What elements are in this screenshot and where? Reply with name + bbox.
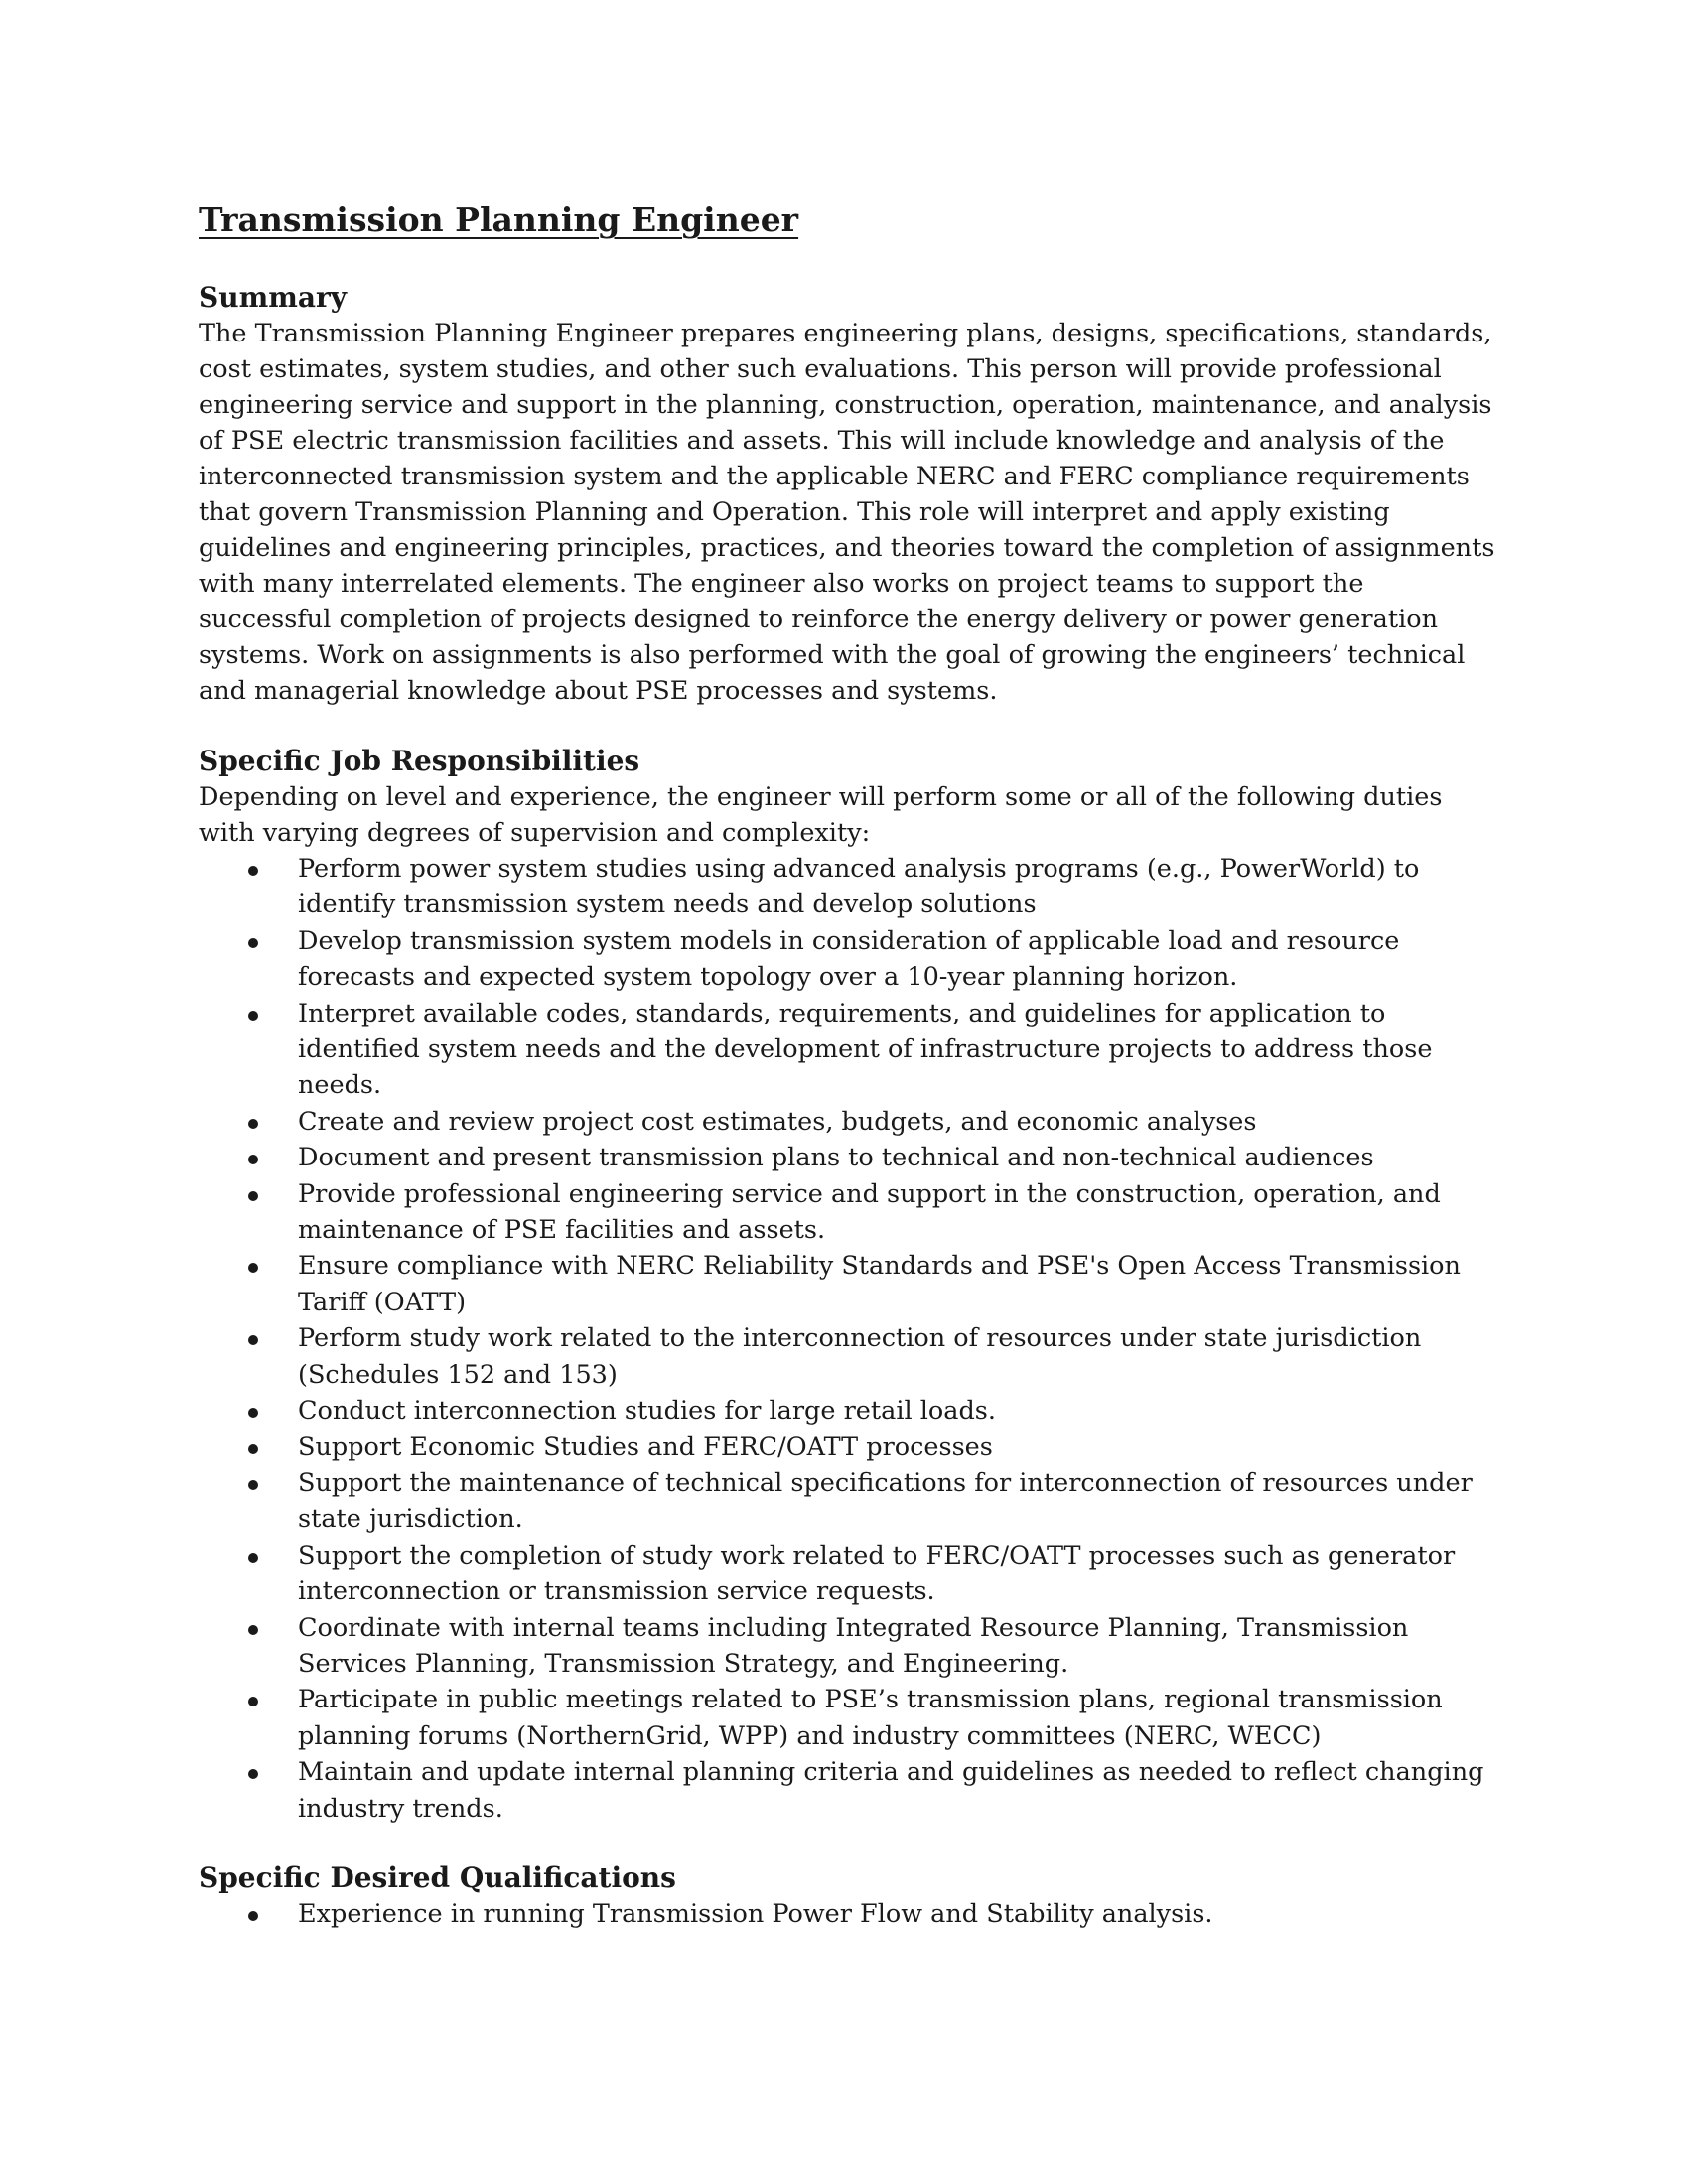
list-item: [199, 1896, 1499, 1932]
document-page: [199, 199, 1499, 1932]
list-item-text: Develop transmission system models in consideration of applicable load and resource forecasts and expected system topology over a 10-year planning horizon.: [298, 925, 1400, 993]
bullet-icon: [248, 1553, 258, 1563]
list-item: [199, 1610, 1499, 1683]
list-item: [199, 1682, 1499, 1754]
bullet-icon: [248, 1480, 258, 1490]
list-item-text: Create and review project cost estimates, budgets, and economic analyses: [298, 1106, 1257, 1137]
list-item: [199, 1320, 1499, 1393]
list-item: [199, 1393, 1499, 1429]
qualifications-heading: Specific Desired Qualifications: [199, 1860, 676, 1894]
list-item-text: Coordinate with internal teams including Integrated Resource Planning, Transmission Services Planning, Transmission Strategy, and Engineering.: [298, 1612, 1409, 1679]
list-item: [199, 1465, 1499, 1538]
list-item: [199, 1248, 1499, 1320]
list-item-text: Document and present transmission plans to technical and non-technical audiences: [298, 1143, 1374, 1173]
summary-heading: Summary: [199, 281, 347, 314]
list-item-text: Support the maintenance of technical specifications for interconnection of resources under state jurisdiction.: [298, 1467, 1473, 1535]
bullet-icon: [248, 1191, 258, 1201]
bullet-icon: [248, 1444, 258, 1454]
bullet-icon: [248, 1697, 258, 1706]
bullet-icon: [248, 1911, 258, 1921]
list-item-text: Maintain and update internal planning criteria and guidelines as needed to reflect changing industry trends.: [298, 1757, 1484, 1824]
list-item-text: Participate in public meetings related to PSE’s transmission plans, regional transmission planning forums (NorthernGrid, WPP) and industry committees (NERC, WECC): [298, 1685, 1443, 1751]
list-item: [199, 1104, 1499, 1140]
list-item: [199, 1176, 1499, 1249]
bullet-icon: [248, 1119, 258, 1129]
bullet-icon: [248, 1625, 258, 1635]
summary-paragraph: The Transmission Planning Engineer prepares engineering plans, designs, specifications, standards, cost estimates, system studies, and other such evaluations. This person will provide professional engineering service and support in the planning, construction, operation, maintenance, and analysis of PSE electric transmission facilities and assets. This will include knowledge and analysis of the interconnected transmission system and the applicable NERC and FERC compliance requirements that govern Transmission Planning and Operation. This role will interpret and apply existing guidelines and engineering principles, practices, and theories toward the completion of assignments with many interrelated elements. The engineer also works on project teams to support the successful completion of projects designed to reinforce the energy delivery or power generation systems. Work on assignments is also performed with the goal of growing the engineers’ technical and managerial knowledge about PSE processes and systems.: [199, 319, 1495, 706]
bullet-icon: [248, 1335, 258, 1345]
responsibilities-list: [199, 851, 1499, 1827]
responsibilities-heading: Specific Job Responsibilities: [199, 745, 640, 777]
bullet-icon: [248, 1155, 258, 1164]
list-item: [199, 1538, 1499, 1610]
list-item-text: Perform power system studies using advanced analysis programs (e.g., PowerWorld) to identify transmission system needs and develop solutions: [298, 854, 1420, 920]
list-item: [199, 1430, 1499, 1465]
list-item-text: Perform study work related to the interconnection of resources under state jurisdiction (Schedules 152 and 153): [298, 1323, 1422, 1390]
list-item-text: Experience in running Transmission Power Flow and Stability analysis.: [298, 1898, 1213, 1929]
list-item-text: Provide professional engineering service and support in the construction, operation, and maintenance of PSE facilities and assets.: [298, 1178, 1441, 1246]
bullet-icon: [248, 1769, 258, 1779]
bullet-icon: [248, 1011, 258, 1021]
list-item-text: Support Economic Studies and FERC/OATT processes: [298, 1432, 993, 1462]
document-title: Transmission Planning Engineer: [199, 201, 799, 239]
list-item: [199, 996, 1499, 1104]
list-item: [199, 923, 1499, 996]
responsibilities-intro: Depending on level and experience, the engineer will perform some or all of the following duties with varying degrees of supervision and complexity:: [199, 782, 1443, 848]
list-item-text: Ensure compliance with NERC Reliability Standards and PSE's Open Access Transmission Tariff (OATT): [298, 1251, 1461, 1317]
list-item-text: Conduct interconnection studies for large retail loads.: [298, 1396, 996, 1427]
bullet-icon: [248, 1263, 258, 1273]
bullet-icon: [248, 938, 258, 948]
list-item: [199, 1140, 1499, 1175]
bullet-icon: [248, 866, 258, 876]
list-item: [199, 851, 1499, 923]
list-item-text: Support the completion of study work related to FERC/OATT processes such as generator interconnection or transmission service requests.: [298, 1540, 1456, 1607]
qualifications-list: [199, 1896, 1499, 1932]
list-item-text: Interpret available codes, standards, requirements, and guidelines for application to identified system needs and the development of infrastructure projects to address those needs.: [298, 998, 1433, 1101]
list-item: [199, 1754, 1499, 1827]
bullet-icon: [248, 1408, 258, 1418]
